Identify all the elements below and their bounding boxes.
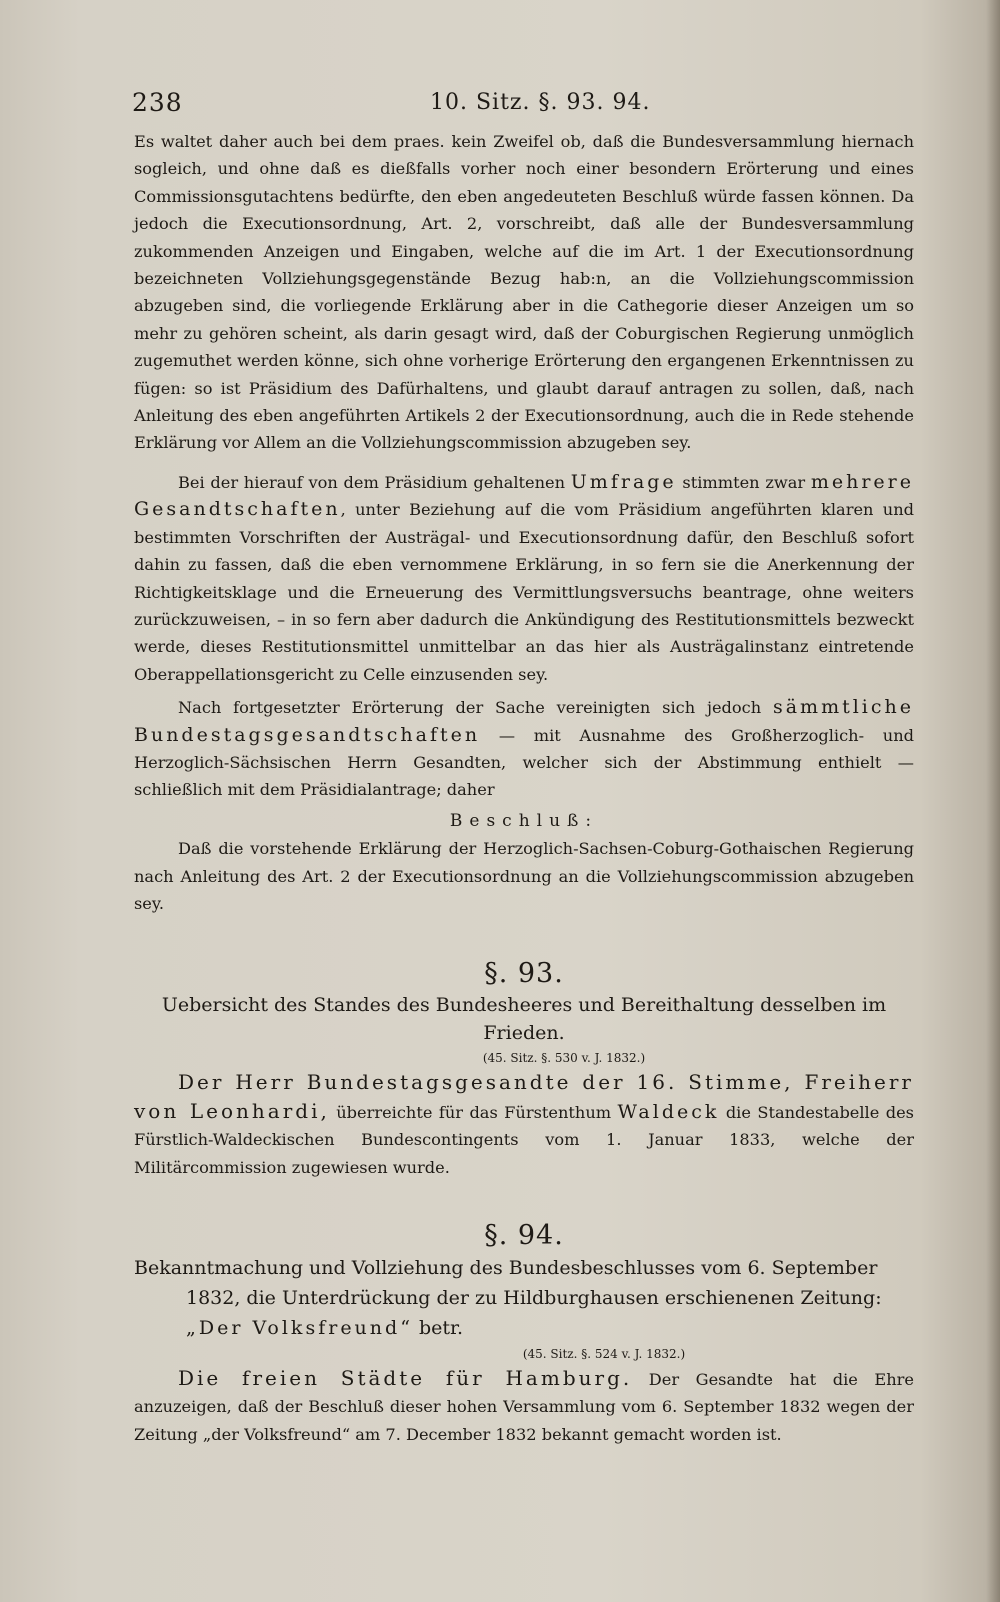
section-93-reference: (45. Sitz. §. 530 v. J. 1832.) [482,1051,646,1066]
page-edge-shadow [986,0,1000,1602]
emphasis-umfrage: Umfrage [570,470,677,493]
paragraph-text: überreichte für das Fürstenthum [329,1102,618,1122]
section-93-heading: §. 93. [484,958,564,990]
paragraph-text: die Standestabelle des Fürstlich-Waldeckischen Bundescontingents vom 1. Januar 1833, welche der Militärcommission zugewiesen wurde. [134,1102,914,1177]
paragraph-text: — mit Ausnahme des Großherzoglich- und Herzoglich-Sächsischen Herrn Gesandten, welcher sich der Abstimmung enthielt — schließlich mit dem Präsidialantrage; daher [134,725,914,800]
paragraph-text: stimmten zwar [676,472,811,492]
paragraph-text: , unter Beziehung auf die vom Präsidium angeführten klaren und bestimmten Vorschriften der Austrägal- und Executionsordnung dafür, den Beschluß sofort dahin zu fassen, daß die eben vernommene Erklärung, in so fern sie die Anerkennung der Richtigkeitsklage und die Erneuerung des Vermittlungsversuchs beantrage, ohne weiters zurückzuweisen, – in so fern aber dadurch die Ankündigung des Restitutionsmittels bezweckt werde, dieses Restitutionsmittel unmittelbar an das hier als Austrägalinstanz eintretende Oberappellationsgericht zu Celle einzusenden sey. [134,500,914,684]
section-94-speaker: Die freien Städte für Hamburg. [178,1366,633,1390]
paragraph-discussion [134,694,914,804]
emphasis-waldeck: Waldeck [617,1100,720,1123]
emphasis-saemmtliche: sämmtliche Bundestagsgesandtschaften [134,696,914,746]
paragraph-text: Bei der hierauf von dem Präsidium gehaltenen [178,472,571,492]
section-94-title-text: Bekanntmachung und Vollziehung des Bundesbeschlusses vom 6. September 1832, die Unterdrückung der zu Hildburghausen erschienenen Zeitung: [134,1257,882,1309]
paragraph-presidium-motion: Es waltet daher auch bei dem praes. kein Zweifel ob, daß die Bundesversammlung hiernach sogleich, und ohne daß es dießfalls vorher noch einer besondern Erörterung und eines Commissionsgutachtens bedürfte, den eben angedeuteten Beschluß würde fassen können. Da jedoch die Executionsordnung, Art. 2, vorschreibt, daß alle der Bundesversammlung zukommenden Anzeigen und Eingaben, welche auf die im Art. 1 der Executionsordnung bezeichneten Vollziehungsgegenstände Bezug hab:n, an die Vollziehungscommission abzugeben sind, die vorliegende Erklärung aber in die Cathegorie dieser Anzeigen um so mehr zu gehören scheint, als darin gesagt wird, daß der Coburgischen Regierung unmöglich zugemuthet werden könne, sich ohne vorherige Erörterung den ergangenen Erkenntnissen zu fügen: so ist Präsidium des Dafürhaltens, und glaubt darauf antragen zu sollen, daß, nach Anleitung des eben angeführten Artikels 2 der Executionsordnung, auch die in Rede stehende Erklärung vor Allem an die Vollziehungscommission abzugeben sey. [134,132,914,453]
section-94-title-newspaper: „Der Volksfreund“ [186,1317,413,1339]
paragraph-umfrage [134,469,914,688]
running-head: 10. Sitz. §. 93. 94. [430,90,651,115]
page-header [132,88,880,118]
resolution-heading: Beschluß: [449,810,599,831]
section-94-title-end: betr. [412,1317,464,1339]
paragraph-text: Der Gesandte hat die Ehre anzuzeigen, daß der Beschluß dieser hohen Versammlung vom 6. September 1832 wegen der Zeitung „der Volksfreund“ am 7. December 1832 bekannt gemacht worden ist. [134,1370,914,1444]
resolution-text: Daß die vorstehende Erklärung der Herzoglich-Sachsen-Coburg-Gothaischen Regierung nach Anleitung des Art. 2 der Executionsordnung an die Vollziehungscommission abzugeben sey. [134,839,914,913]
emphasis-mehrere-gesandtschaften: mehrere Gesandtschaften [134,470,914,521]
section-93-body [134,1069,914,1181]
page-body [134,128,914,1448]
section-94-heading: §. 94. [484,1220,564,1251]
page-number: 238 [132,88,183,117]
section-93-title: Uebersicht des Standes des Bundesheeres und Bereithaltung desselben im Frieden. [161,994,887,1045]
section-94-title [134,1253,914,1343]
section-94-reference: (45. Sitz. §. 524 v. J. 1832.) [522,1347,686,1361]
section-93-speaker: Der Herr Bundestagsgesandte der 16. Stimme, Freiherr von Leonhardi, [134,1070,914,1123]
section-94-body [134,1365,914,1448]
paragraph-text: Nach fortgesetzter Erörterung der Sache vereinigten sich jedoch [178,698,773,718]
